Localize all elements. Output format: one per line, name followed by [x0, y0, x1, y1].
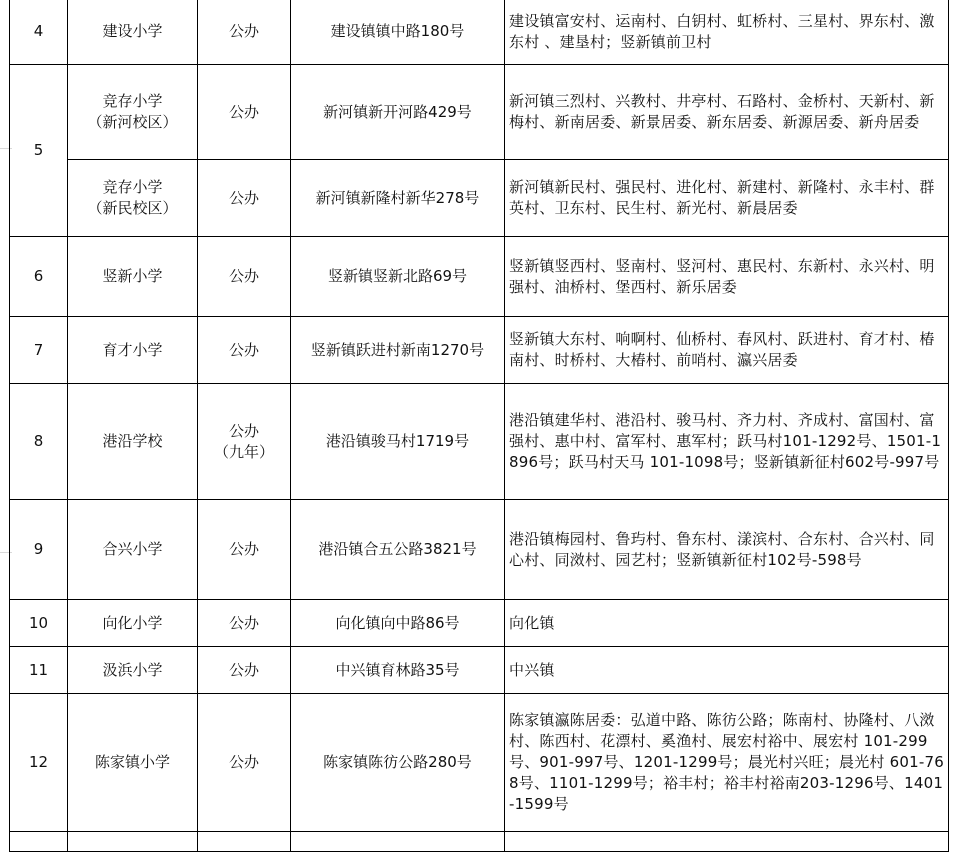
- empty-cell: [198, 832, 291, 852]
- row-number: 7: [10, 317, 68, 384]
- school-address: 中兴镇育林路35号: [291, 647, 505, 694]
- row-number: 8: [10, 384, 68, 500]
- enrollment-area: 竖新镇竖西村、竖南村、竖河村、惠民村、东新村、永兴村、明强村、油桥村、堡西村、新乐居委: [505, 237, 949, 317]
- row-number: 10: [10, 600, 68, 647]
- enrollment-area: 港沿镇梅园村、鲁玙村、鲁东村、漾滨村、合东村、合兴村、同心村、同滧村、园艺村；竖新镇新征村102号-598号: [505, 500, 949, 600]
- enrollment-area: 港沿镇建华村、港沿村、骏马村、齐力村、齐成村、富国村、富强村、惠中村、富军村、惠军村；跃马村101-1292号、1501-1896号；跃马村天马 101-1098号；竖新镇新征村602号-997号: [505, 384, 949, 500]
- school-name: 竞存小学 （新民校区）: [68, 160, 198, 237]
- school-address: 陈家镇陈彷公路280号: [291, 694, 505, 832]
- school-address: 竖新镇竖新北路69号: [291, 237, 505, 317]
- enrollment-area: 陈家镇瀛陈居委：弘道中路、陈彷公路；陈南村、协隆村、八滧村、陈西村、花漂村、奚渔村、展宏村裕中、展宏村 101-299号、901-997号、1201-1299号；晨光村兴旺；晨光村 601-768号、1101-1299号；裕丰村；裕丰村裕南203-1296号、1401-1599号: [505, 694, 949, 832]
- table-row: [10, 500, 949, 600]
- school-name: 竖新小学: [68, 237, 198, 317]
- enrollment-area: 中兴镇: [505, 647, 949, 694]
- school-type: 公办: [198, 647, 291, 694]
- table-row: [10, 600, 949, 647]
- school-type: 公办: [198, 694, 291, 832]
- row-number: 9: [10, 500, 68, 600]
- school-district-table: [9, 0, 949, 852]
- table-row: [10, 237, 949, 317]
- enrollment-area: 竖新镇大东村、响啊村、仙桥村、春风村、跃进村、育才村、椿南村、时桥村、大椿村、前哨村、瀛兴居委: [505, 317, 949, 384]
- school-type: 公办: [198, 65, 291, 160]
- school-name: 竞存小学 （新河校区）: [68, 65, 198, 160]
- school-type: 公办: [198, 160, 291, 237]
- enrollment-area: 向化镇: [505, 600, 949, 647]
- school-name: 陈家镇小学: [68, 694, 198, 832]
- school-type: 公办: [198, 600, 291, 647]
- school-name: 汲浜小学: [68, 647, 198, 694]
- row-number: 12: [10, 694, 68, 832]
- school-name: 向化小学: [68, 600, 198, 647]
- enrollment-area: 新河镇新民村、强民村、进化村、新建村、新隆村、永丰村、群英村、卫东村、民生村、新光村、新晨居委: [505, 160, 949, 237]
- school-address: 建设镇镇中路180号: [291, 0, 505, 65]
- empty-cell: [68, 832, 198, 852]
- row-number: 6: [10, 237, 68, 317]
- empty-cell: [10, 832, 68, 852]
- table-row: [10, 694, 949, 832]
- school-type: 公办: [198, 317, 291, 384]
- table-row: [10, 832, 949, 852]
- school-type: 公办: [198, 0, 291, 65]
- table-row: [10, 647, 949, 694]
- table-row: [10, 0, 949, 65]
- table-row: [10, 317, 949, 384]
- school-name: 育才小学: [68, 317, 198, 384]
- school-address: 港沿镇骏马村1719号: [291, 384, 505, 500]
- school-type: 公办 （九年）: [198, 384, 291, 500]
- enrollment-area: 建设镇富安村、运南村、白钥村、虹桥村、三星村、界东村、激东村 、建垦村；竖新镇前卫村: [505, 0, 949, 65]
- school-address: 竖新镇跃进村新南1270号: [291, 317, 505, 384]
- row-number: 11: [10, 647, 68, 694]
- row-number: 5: [10, 65, 68, 237]
- empty-cell: [291, 832, 505, 852]
- empty-cell: [505, 832, 949, 852]
- row-number: 4: [10, 0, 68, 65]
- school-type: 公办: [198, 237, 291, 317]
- school-address: 新河镇新隆村新华278号: [291, 160, 505, 237]
- school-type: 公办: [198, 500, 291, 600]
- school-name: 港沿学校: [68, 384, 198, 500]
- table-row: [10, 160, 949, 237]
- table-row: [10, 65, 949, 160]
- school-address: 向化镇向中路86号: [291, 600, 505, 647]
- school-address: 新河镇新开河路429号: [291, 65, 505, 160]
- school-address: 港沿镇合五公路3821号: [291, 500, 505, 600]
- school-name: 合兴小学: [68, 500, 198, 600]
- table-row: [10, 384, 949, 500]
- enrollment-area: 新河镇三烈村、兴教村、井亭村、石路村、金桥村、天新村、新梅村、新南居委、新景居委、新东居委、新源居委、新舟居委: [505, 65, 949, 160]
- school-name: 建设小学: [68, 0, 198, 65]
